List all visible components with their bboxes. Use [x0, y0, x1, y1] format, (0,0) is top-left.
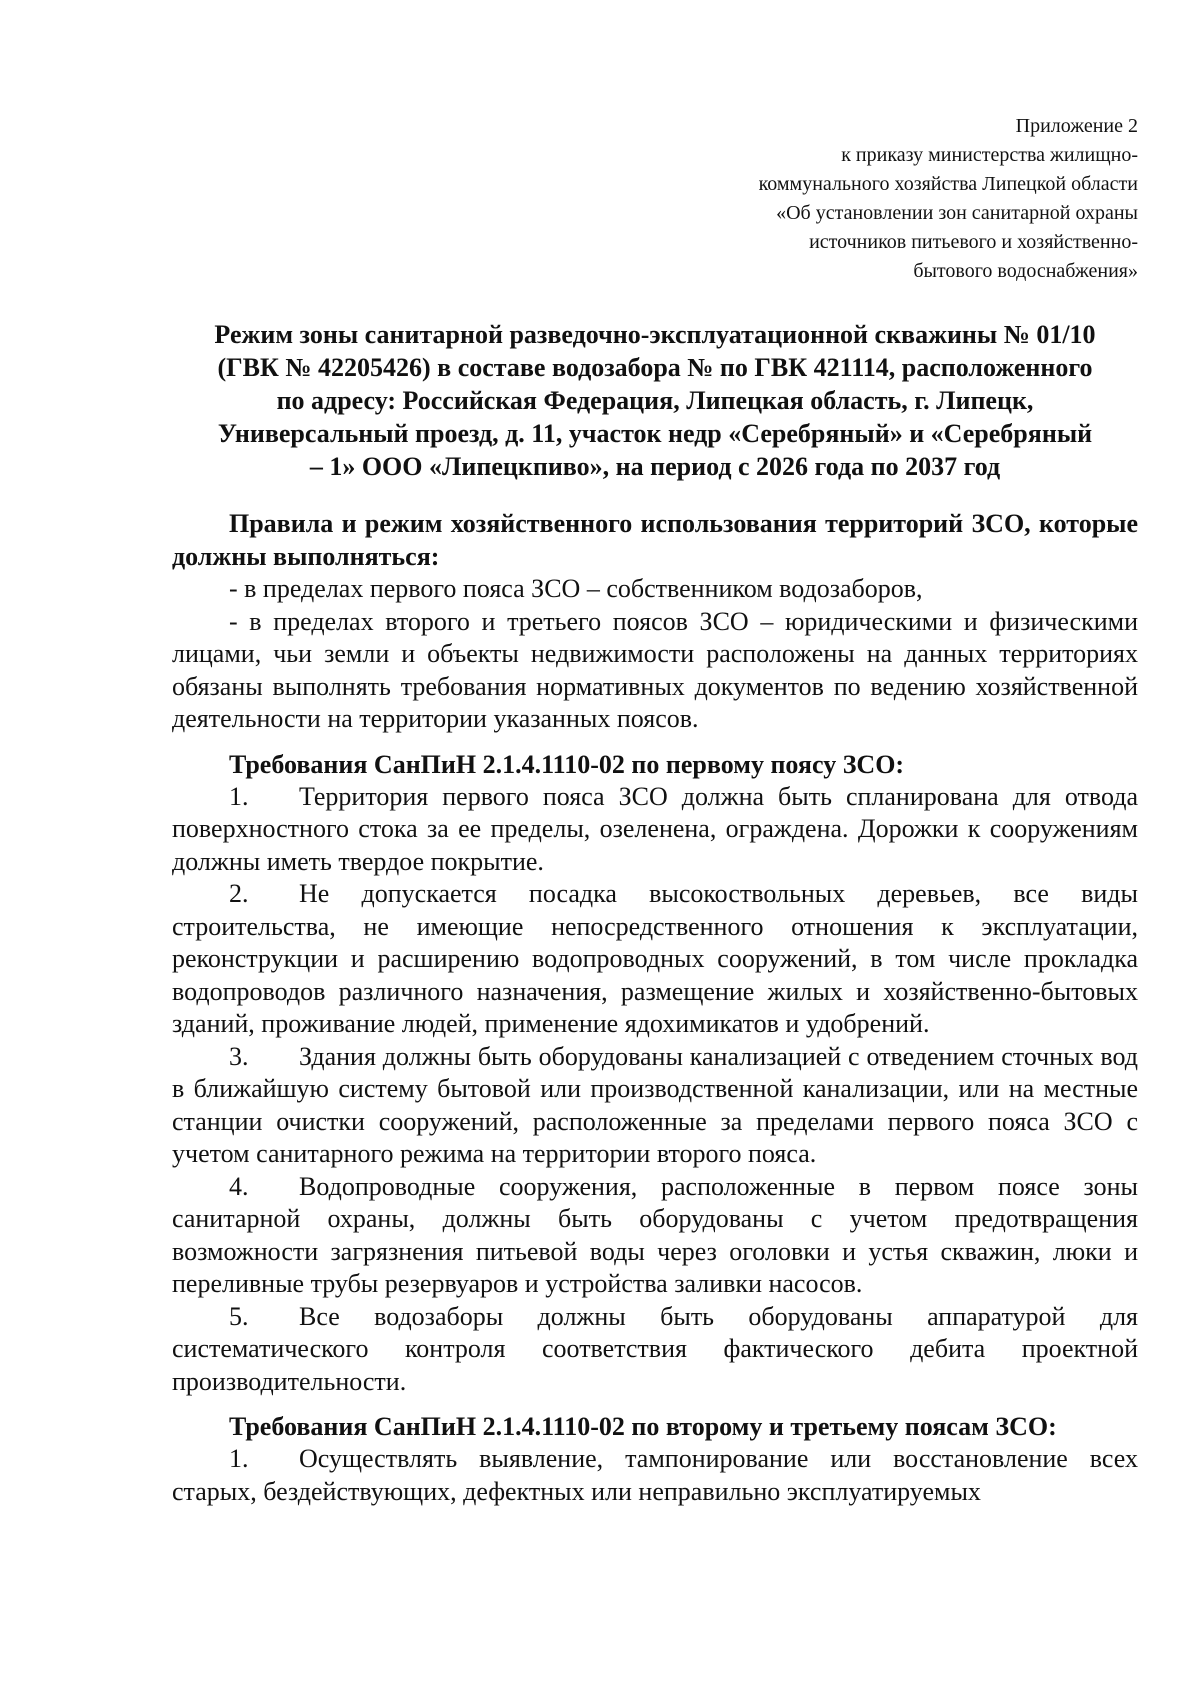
item-text: Водопроводные сооружения, расположенные в первом поясе зоны санитарной охраны, должны быть оборудованы с учетом предотвращения возможности загрязнения питьевой воды через оголовки и устья скважин, люки и переливные трубы резервуаров и устройства заливки насосов.	[172, 1171, 1138, 1298]
item-text: Осуществлять выявление, тампонирование или восстановление всех старых, бездействующих, дефектных или неправильно эксплуатируемых	[172, 1444, 1138, 1506]
item-number: 4.	[229, 1171, 249, 1201]
item-number: 2.	[229, 879, 249, 908]
item-text: Здания должны быть оборудованы канализацией с отведением сточных вод в ближайшую систему бытовой или производственной канализации, или на местные станции очистки сооружений, расположенные за пределами первого пояса ЗСО с учетом санитарного режима на территории второго пояса.	[172, 1041, 1138, 1168]
belt1-item	[172, 1301, 1138, 1399]
annex-line: источников питьевого и хозяйственно-	[809, 231, 1138, 253]
annex-block	[172, 112, 1138, 286]
title-line: Универсальный проезд, д. 11, участок недр «Серебряный» и «Серебряный	[217, 419, 1093, 448]
belt1-item	[172, 1171, 1138, 1301]
belt23-heading: Требования СанПиН 2.1.4.1110-02 по второму и третьему поясам ЗСО:	[229, 1412, 1057, 1441]
annex-line: к приказу министерства жилищно-	[841, 144, 1138, 166]
belt1-heading: Требования СанПиН 2.1.4.1110-02 по первому поясу ЗСО:	[229, 749, 905, 779]
annex-line: бытового водоснабжения»	[913, 260, 1138, 282]
item-number: 1.	[229, 781, 249, 811]
item-text: Все водозаборы должны быть оборудованы аппаратурой для систематического контроля соответствия фактического дебита проектной производительности.	[172, 1301, 1138, 1396]
belt1-item	[172, 1041, 1138, 1171]
title-line: по адресу: Российская Федерация, Липецкая область, г. Липецк,	[276, 386, 1034, 415]
title-line: – 1» ООО «Липецкпиво», на период с 2026 года по 2037 год	[309, 452, 1001, 481]
annex-line: Приложение 2	[1015, 115, 1138, 137]
item-number: 1.	[229, 1444, 249, 1473]
title-line: Режим зоны санитарной разведочно-эксплуатационной скважины № 01/10	[214, 320, 1096, 349]
annex-line: «Об установлении зон санитарной охраны	[776, 202, 1138, 224]
belt1-item	[172, 781, 1138, 879]
title-line: (ГВК № 42205426) в составе водозабора № по ГВК 421114, расположенного	[217, 353, 1093, 382]
rules-heading: Правила и режим хозяйственного использования территорий ЗСО, которые должны выполняться:	[172, 509, 1138, 571]
item-number: 3.	[229, 1041, 249, 1071]
annex-line: коммунального хозяйства Липецкой области	[758, 173, 1138, 195]
item-number: 5.	[229, 1301, 249, 1331]
belt23-item	[172, 1443, 1138, 1508]
document-title	[172, 318, 1138, 483]
item-text: Не допускается посадка высокоствольных деревьев, все виды строительства, не имеющие непосредственного отношения к эксплуатации, реконструкции и расширению водопроводных сооружений, в том числе прокладка водопроводов различного назначения, размещение жилых и хозяйственно-бытовых зданий, проживание людей, применение ядохимикатов и удобрений.	[172, 879, 1138, 1038]
item-text: Территория первого пояса ЗСО должна быть спланирована для отвода поверхностного стока за ее пределы, озеленена, ограждена. Дорожки к сооружениям должны иметь твердое покрытие.	[172, 781, 1138, 876]
belt1-item	[172, 878, 1138, 1041]
document-page	[172, 112, 1138, 1508]
rules-paragraph-1: - в пределах первого пояса ЗСО – собственником водозаборов,	[229, 574, 923, 603]
rules-paragraph-2: - в пределах второго и третьего поясов ЗСО – юридическими и физическими лицами, чьи земли и объекты недвижимости расположены на данных территориях обязаны выполнять требования нормативных документов по ведению хозяйственной деятельности на территории указанных поясов.	[172, 606, 1138, 733]
